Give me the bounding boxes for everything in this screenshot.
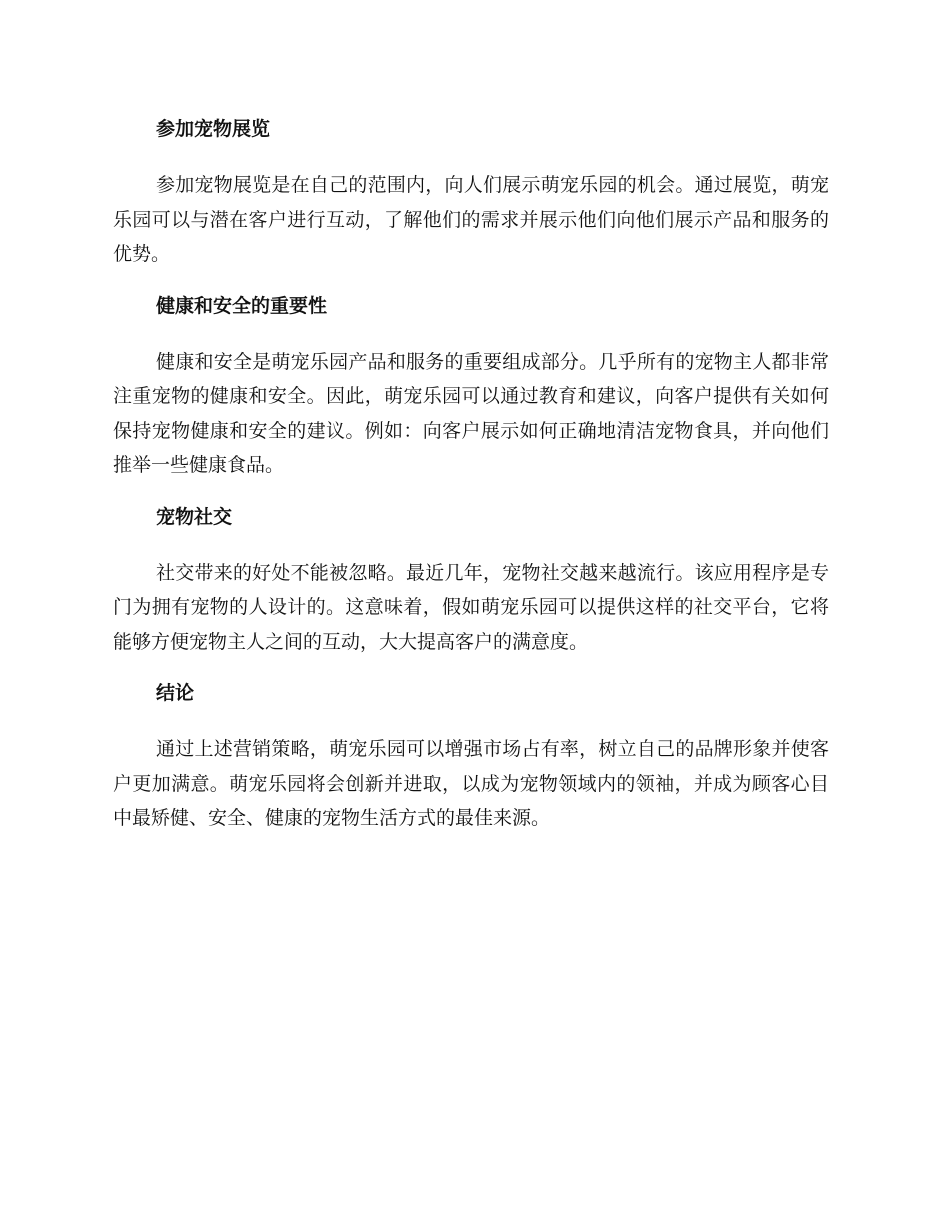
section-heading-pet-social: 宠物社交 <box>156 505 233 528</box>
document-content <box>113 112 829 836</box>
section-heading-pet-exhibition: 参加宠物展览 <box>156 118 271 140</box>
section-body-health-safety: 健康和安全是萌宠乐园产品和服务的重要组成部分。几乎所有的宠物主人都非常注重宠物的健康和安全。因此，萌宠乐园可以通过教育和建议，向客户提供有关如何保持宠物健康和安全的建议。例如：向客户展示如何正确地清洁宠物食具，并向他们推举一些健康食品。 <box>113 350 829 476</box>
section-body-pet-social: 社交带来的好处不能被忽略。最近几年，宠物社交越来越流行。该应用程序是专门为拥有宠物的人设计的。这意味着，假如萌宠乐园可以提供这样的社交平台，它将能够方便宠物主人之间的互动，大大提高客户的满意度。 <box>113 561 829 653</box>
section-body-pet-exhibition: 参加宠物展览是在自己的范围内，向人们展示萌宠乐园的机会。通过展览，萌宠乐园可以与潜在客户进行互动，了解他们的需求并展示他们向他们展示产品和服务的优势。 <box>113 174 829 265</box>
section-body-conclusion: 通过上述营销策略，萌宠乐园可以增强市场占有率，树立自己的品牌形象并使客户更加满意。萌宠乐园将会创新并进取，以成为宠物领域内的领袖，并成为顾客心目中最矫健、安全、健康的宠物生活方式的最佳来源。 <box>113 738 829 829</box>
section-heading-conclusion: 结论 <box>156 682 195 704</box>
section-heading-health-safety: 健康和安全的重要性 <box>156 294 328 317</box>
